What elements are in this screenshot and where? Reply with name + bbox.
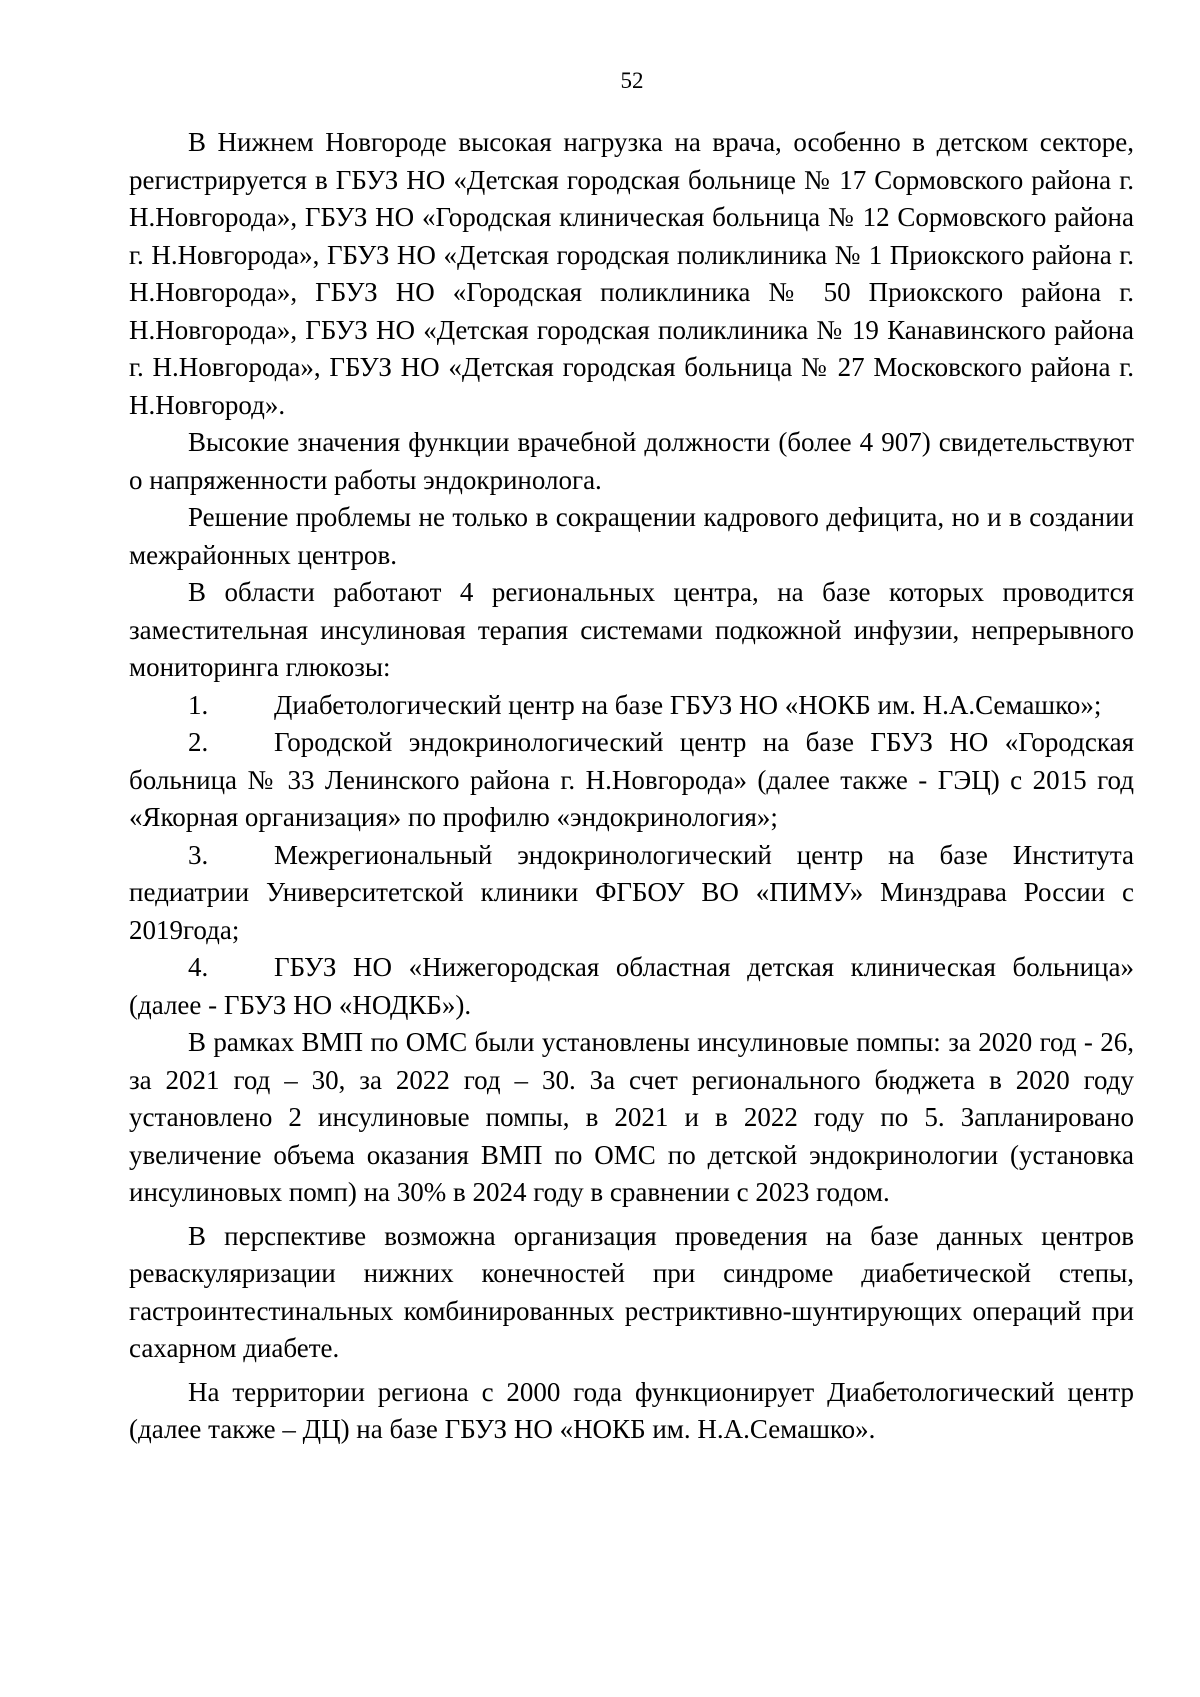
list-item-text: Диабетологический центр на базе ГБУЗ НО «НОКБ им. Н.А.Семашко»; <box>274 689 1102 720</box>
list-item-text: ГБУЗ НО «Нижегородская областная детская клиническая больница» (далее - ГБУЗ НО «НОДКБ»). <box>129 952 1134 1020</box>
list-item-text: Межрегиональный эндокринологический центр на базе Института педиатрии Университетской клиники ФГБОУ ВО «ПИМУ» Минздрава России с 2019года; <box>129 839 1134 945</box>
paragraph: В перспективе возможна организация проведения на базе данных центров реваскуляризации нижних конечностей при синдроме диабетической степы, гастроинтестинальных комбинированных рестриктивно-шунтирующих операций при сахарном диабете. <box>129 1220 1134 1363</box>
list-item <box>129 949 1134 1024</box>
paragraph: В области работают 4 региональных центра, на базе которых проводится заместительная инсулиновая терапия системами подкожной инфузии, непрерывного мониторинга глюкозы: <box>129 577 1134 682</box>
paragraph: Высокие значения функции врачебной должности (более 4 907) свидетельствуют о напряженности работы эндокринолога. <box>129 427 1134 495</box>
paragraph: На территории региона с 2000 года функционирует Диабетологический центр (далее также – ДЦ) на базе ГБУЗ НО «НОКБ им. Н.А.Семашко». <box>129 1376 1134 1444</box>
paragraph: Решение проблемы не только в сокращении кадрового дефицита, но и в создании межрайонных центров. <box>129 502 1134 570</box>
list-item-text: Городской эндокринологический центр на базе ГБУЗ НО «Городская больница № 33 Ленинского района г. Н.Новгорода» (далее также - ГЭЦ) с 2015 год «Якорная организация» по профилю «эндокринология»; <box>129 727 1134 832</box>
list-item-number: 1. <box>188 689 209 720</box>
list-item-number: 2. <box>188 727 209 757</box>
list-item <box>129 687 1134 725</box>
list-item <box>129 837 1134 950</box>
paragraph: В Нижнем Новгороде высокая нагрузка на врача, особенно в детском секторе, регистрируется в ГБУЗ НО «Детская городская больнице № 17 Сормовского района г. Н.Новгорода», ГБУЗ НО «Городская клиническая больница № 12 Сормовского района г. Н.Новгорода», ГБУЗ НО «Детская городская поликлиника № 1 Приокского района г. Н.Новгорода», ГБУЗ НО «Городская поликлиника № 50 Приокского района г. Н.Новгорода», ГБУЗ НО «Детская городская поликлиника № 19 Канавинского района г. Н.Новгорода», ГБУЗ НО «Детская городская больница № 27 Московского района г. Н.Новгород». <box>129 127 1134 420</box>
list-item-number: 4. <box>188 952 209 982</box>
list-item-number: 3. <box>188 839 209 870</box>
paragraph: В рамках ВМП по ОМС были установлены инсулиновые помпы: за 2020 год - 26, за 2021 год – 30, за 2022 год – 30. За счет регионального бюджета в 2020 году установлено 2 инсулиновые помпы, в 2021 и в 2022 году по 5. Запланировано увеличение объема оказания ВМП по ОМС по детской эндокринологии (установка инсулиновых помп) на 30% в 2024 году в сравнении с 2023 годом. <box>129 1027 1134 1207</box>
list-item <box>129 724 1134 837</box>
page-number: 52 <box>620 68 644 93</box>
document-body <box>129 124 1134 1449</box>
